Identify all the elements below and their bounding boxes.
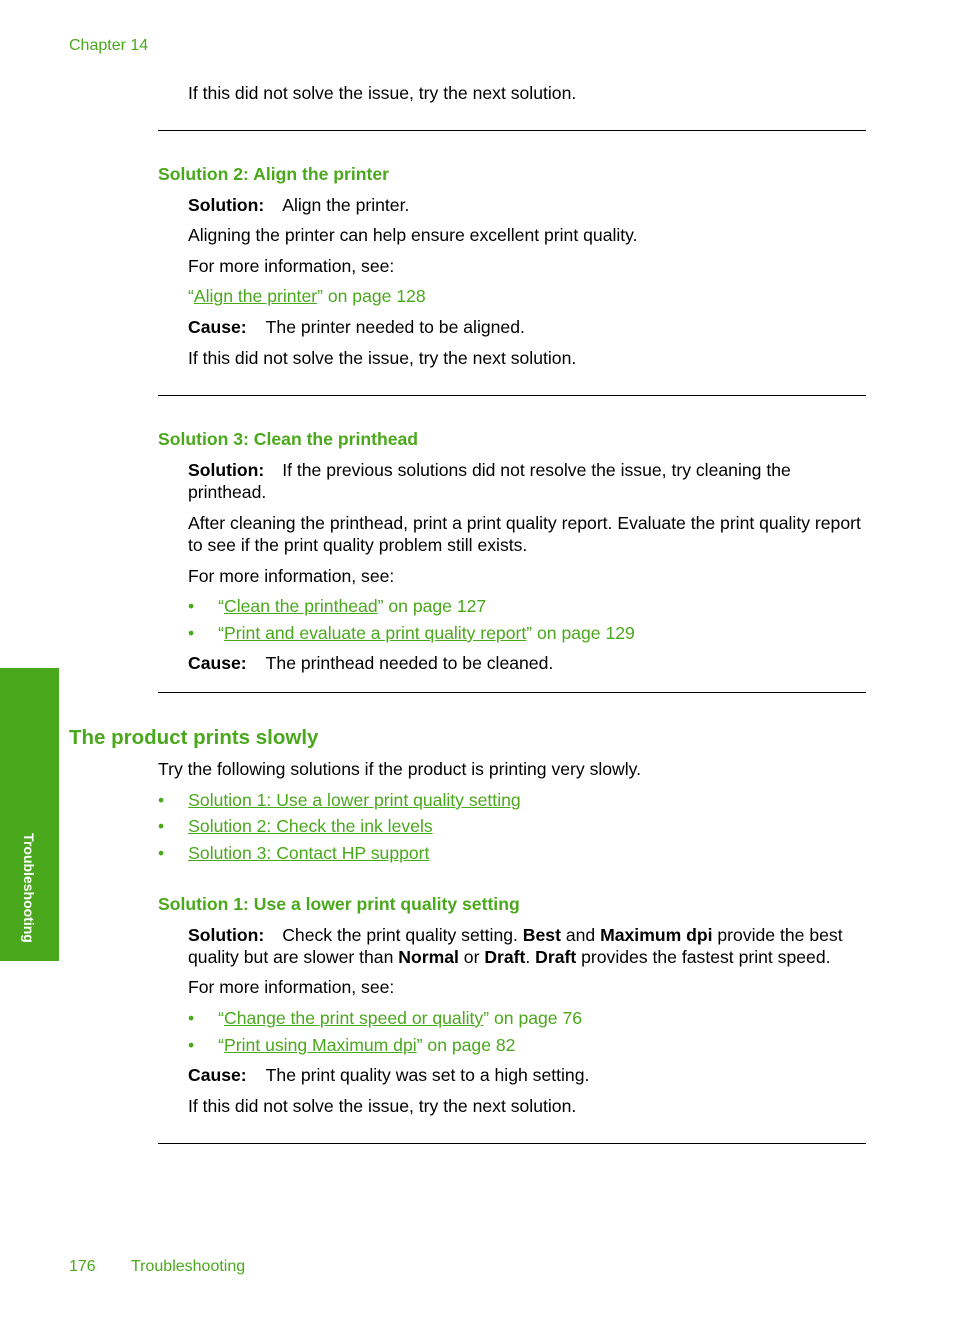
solution-text: or: [458, 947, 485, 967]
solution3-solution: [188, 459, 868, 503]
solution-text: provides the fastest print speed.: [576, 947, 831, 967]
change-speed-quality-link[interactable]: Change the print speed or quality: [224, 1008, 484, 1028]
page-number: 176: [69, 1258, 96, 1275]
slow-solution1-link[interactable]: Solution 1: Use a lower print quality setting: [188, 790, 521, 810]
side-tab-label: Troubleshooting: [21, 833, 37, 943]
list-item: [158, 843, 429, 864]
setting-maximum-dpi: Maximum dpi: [600, 925, 713, 945]
solution2-para: Aligning the printer can help ensure excellent print quality.: [188, 225, 638, 245]
solution2-reference: [188, 286, 426, 307]
divider: [158, 1143, 866, 1144]
chapter-label: Chapter 14: [69, 37, 149, 54]
solution3-cause: [188, 653, 553, 674]
list-item: [188, 623, 635, 644]
slow-solution2-link[interactable]: Solution 2: Check the ink levels: [188, 816, 433, 836]
solution-text: Align the printer.: [282, 195, 410, 215]
solution2-next: If this did not solve the issue, try the next solution.: [188, 348, 577, 368]
solution-text: .: [525, 947, 536, 967]
clean-printhead-link[interactable]: Clean the printhead: [224, 596, 378, 616]
section-heading: The product prints slowly: [69, 726, 319, 749]
setting-best: Best: [522, 925, 561, 945]
bullet: •: [188, 596, 195, 616]
slow-solution1-more-info: For more information, see:: [188, 977, 395, 997]
slow-solution1-heading: Solution 1: Use a lower print quality setting: [158, 894, 520, 914]
setting-normal: Normal: [398, 947, 459, 967]
slow-solution1-next: If this did not solve the issue, try the next solution.: [188, 1096, 577, 1116]
divider: [158, 395, 866, 396]
list-item: [158, 790, 521, 811]
list-item: [188, 1008, 582, 1029]
page-ref: ” on page 127: [377, 596, 487, 616]
cause-text: The print quality was set to a high setting.: [265, 1065, 590, 1085]
cause-label: Cause:: [188, 1065, 247, 1085]
open-quote: “: [188, 286, 194, 306]
list-item: [158, 816, 433, 837]
page-ref: ” on page 82: [416, 1035, 516, 1055]
list-item: [188, 596, 486, 617]
footer-section: Troubleshooting: [131, 1258, 246, 1275]
open-quote: “: [218, 623, 225, 643]
section-intro: Try the following solutions if the product is printing very slowly.: [158, 759, 642, 779]
cause-text: The printer needed to be aligned.: [265, 317, 525, 337]
page-ref: ” on page 76: [483, 1008, 583, 1028]
setting-draft: Draft: [484, 947, 526, 967]
slow-solution1-solution: [188, 924, 868, 968]
solution2-solution: [188, 195, 409, 216]
intro-next-solution: If this did not solve the issue, try the next solution.: [188, 83, 577, 103]
bullet: •: [158, 816, 165, 836]
solution3-heading: Solution 3: Clean the printhead: [158, 429, 419, 449]
list-item: [188, 1035, 515, 1056]
solution-text: and: [560, 925, 601, 945]
solution3-para: After cleaning the printhead, print a print quality report. Evaluate the print quality report to see if the print quality problem still exists.: [188, 513, 861, 555]
solution-text: If the previous solutions did not resolve the issue, try cleaning the printhead.: [188, 460, 791, 502]
solution2-heading: Solution 2: Align the printer: [158, 164, 389, 184]
cause-label: Cause:: [188, 317, 247, 337]
print-max-dpi-link[interactable]: Print using Maximum dpi: [224, 1035, 417, 1055]
open-quote: “: [218, 596, 225, 616]
slow-solution1-cause: [188, 1065, 589, 1086]
divider: [158, 692, 866, 693]
bullet: •: [188, 1035, 195, 1055]
solution-label: Solution:: [188, 460, 265, 480]
divider: [158, 130, 866, 131]
bullet: •: [188, 623, 195, 643]
solution-text: provide the best quality but are slower than: [188, 925, 843, 967]
print-quality-report-link[interactable]: Print and evaluate a print quality report: [224, 623, 527, 643]
cause-text: The printhead needed to be cleaned.: [265, 653, 554, 673]
align-printer-link[interactable]: Align the printer: [193, 286, 318, 306]
solution2-cause: [188, 317, 525, 338]
bullet: •: [188, 1008, 195, 1028]
solution-label: Solution:: [188, 195, 265, 215]
bullet: •: [158, 843, 165, 863]
open-quote: “: [218, 1035, 225, 1055]
cause-label: Cause:: [188, 653, 247, 673]
page-ref: ” on page 129: [526, 623, 635, 643]
bullet: •: [158, 790, 165, 810]
page-ref: ” on page 128: [317, 286, 426, 306]
solution-label: Solution:: [188, 925, 265, 945]
solution3-more-info: For more information, see:: [188, 566, 395, 586]
solution2-more-info: For more information, see:: [188, 256, 395, 276]
open-quote: “: [218, 1008, 225, 1028]
slow-solution3-link[interactable]: Solution 3: Contact HP support: [188, 843, 430, 863]
solution-text: Check the print quality setting.: [282, 925, 523, 945]
setting-draft: Draft: [535, 947, 577, 967]
